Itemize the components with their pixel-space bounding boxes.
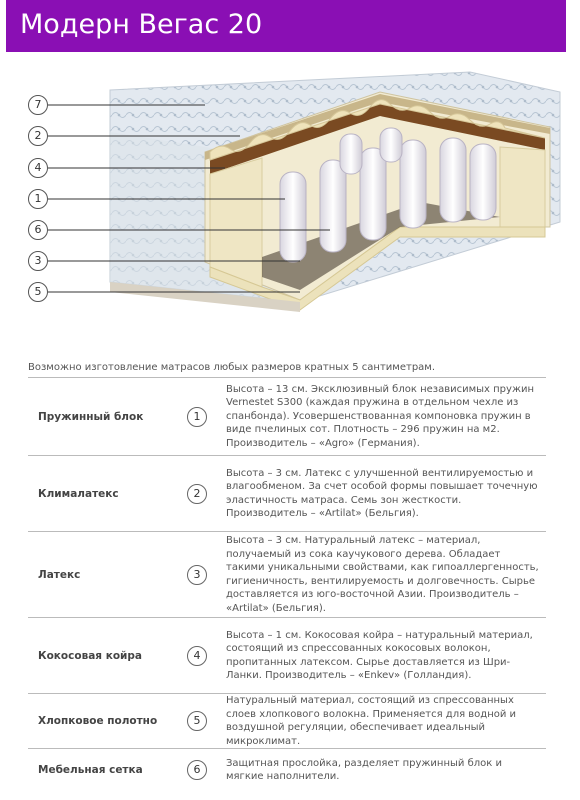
size-note: Возможно изготовление матрасов любых размеров кратных 5 сантиметрам. — [28, 362, 436, 373]
layer-name: Латекс — [38, 568, 81, 581]
table-row — [28, 694, 546, 749]
mattress-drawing — [0, 52, 580, 352]
table-row — [28, 378, 546, 456]
layer-description: Высота – 13 см. Эксклюзивный блок независимых пружин Vernestet S300 (каждая пружина в отдельном чехле из спанбонда). Усовершенствованная компоновка пружин в виде пчелиных сот. Плотность – 296 пружин на м2. Производитель – «Agro» (Германия). — [226, 383, 534, 449]
callout-1: 1 — [28, 189, 48, 209]
layer-description: Высота – 3 см. Натуральный латекс – материал, получаемый из сока каучукового дерева. Обладает такими уникальными свойствами, как гипоаллергенность, гигиеничность, вентилируемость и долговечность. Сырье доставляется из юго-восточной Азии. Производитель – «Artilat» (Бельгия). — [226, 535, 539, 614]
mattress-cutaway-illustration — [0, 52, 580, 352]
layer-description: Высота – 3 см. Латекс с улучшенной вентилируемостью и влагообменом. За счет особой формы повышает точечную эластичность матраса. Семь зон жесткости. Производитель – «Artilat» (Бельгия). — [226, 467, 538, 519]
page-title-bar — [6, 0, 566, 52]
callout-5: 5 — [28, 282, 48, 302]
layer-name: Клималатекс — [38, 487, 119, 500]
layer-number-badge: 1 — [187, 407, 207, 427]
layer-description: Высота – 1 см. Кокосовая койра – натуральный материал, состоящий из спрессованных кокосовых волокон, пропитанных латексом. Сырье доставляется из Шри-Ланки. Производитель – «Enkev» (Голландия). — [226, 629, 533, 681]
layer-number-badge: 3 — [187, 565, 207, 585]
layer-name: Хлопковое полотно — [38, 715, 158, 727]
page-title: Модерн Вегас 20 — [20, 9, 263, 40]
callout-7: 7 — [28, 95, 48, 115]
callout-2: 2 — [28, 126, 48, 146]
table-row — [28, 749, 546, 791]
callout-4: 4 — [28, 158, 48, 178]
callout-3: 3 — [28, 251, 48, 271]
layer-name: Мебельная сетка — [38, 764, 143, 776]
layer-number-badge: 6 — [187, 760, 207, 780]
table-row — [28, 618, 546, 694]
callout-6: 6 — [28, 220, 48, 240]
layer-name: Кокосовая койра — [38, 649, 143, 662]
layer-number-badge: 2 — [187, 484, 207, 504]
table-row — [28, 532, 546, 618]
table-row — [28, 456, 546, 532]
layer-number-badge: 5 — [187, 711, 207, 731]
layer-name: Пружинный блок — [38, 410, 144, 423]
layers-table — [28, 377, 546, 791]
layer-number-badge: 4 — [187, 646, 207, 666]
layer-description: Защитная прослойка, разделяет пружинный блок и мягкие наполнители. — [226, 757, 502, 782]
layer-description: Натуральный материал, состоящий из спрессованных слоев хлопкового волокна. Применяется для водной и воздушной регуляции, обеспечивает идеальный микроклимат. — [226, 695, 517, 747]
